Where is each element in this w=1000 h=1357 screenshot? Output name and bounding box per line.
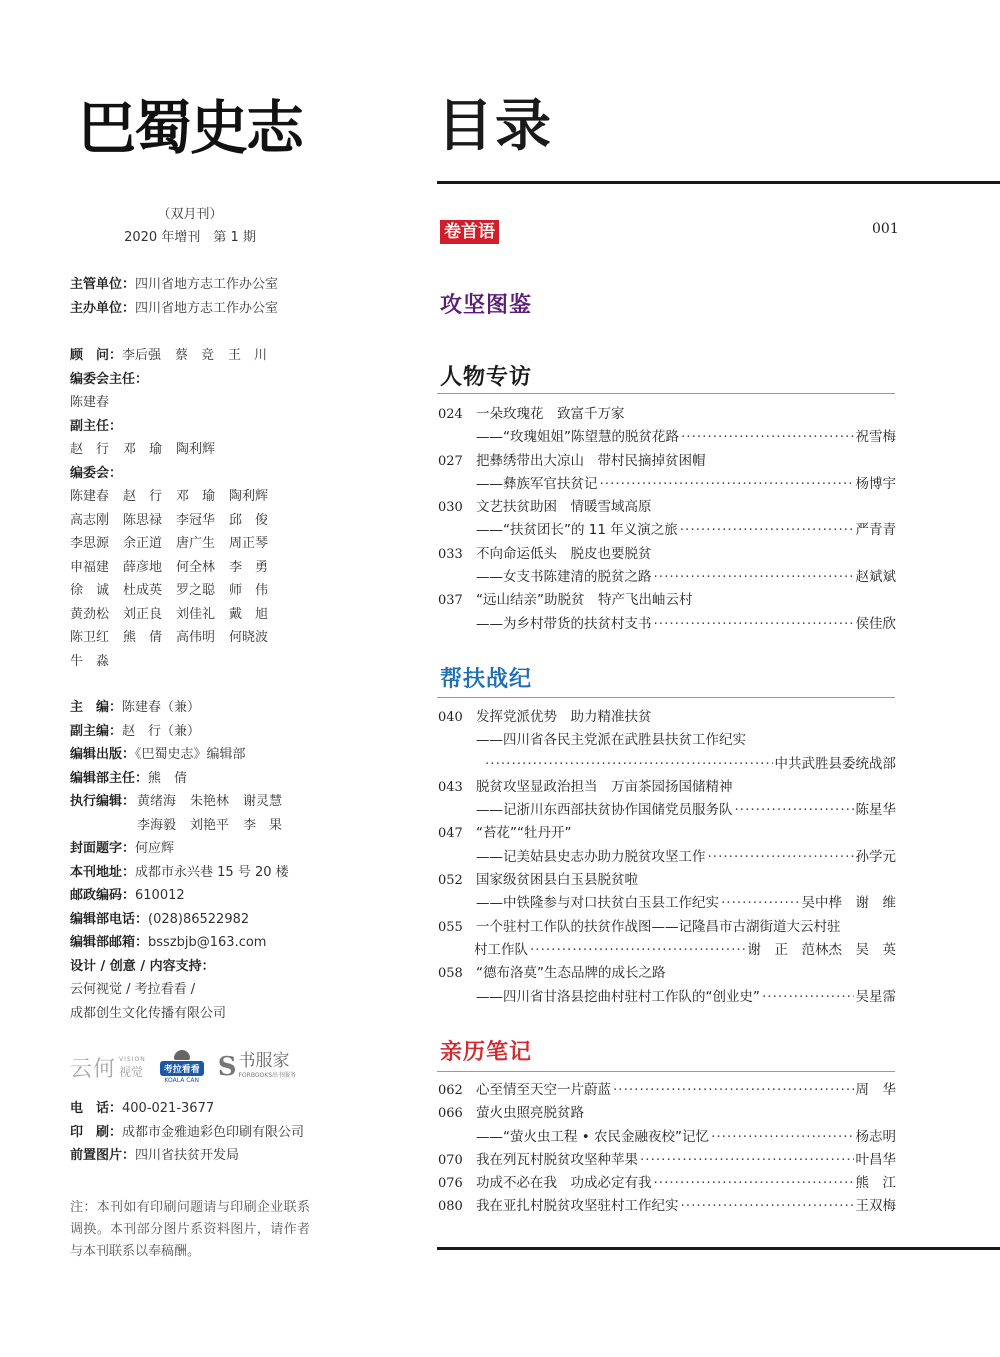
yunhe-logo-text: 云何 — [70, 1056, 117, 1082]
toc-entry-sub[interactable] — [438, 473, 896, 496]
entry-subtitle: ——“萤火虫工程 • 农民金融夜校”记忆 — [476, 1128, 710, 1145]
exec-editor-name: 黄绪海 — [137, 794, 177, 809]
chief-editor — [70, 696, 296, 720]
entry-title: “远山结亲”助脱贫 特产飞出岫云村 — [476, 592, 693, 609]
entry-title: 发挥党派优势 助力精准扶贫 — [476, 709, 652, 725]
committee-name: 申福建 — [70, 559, 110, 575]
org-sponsor-label: 主办单位： — [70, 300, 136, 316]
entry-title: 一朵玫瑰花 致富千万家 — [476, 406, 625, 422]
entry-page: 070 — [438, 1152, 463, 1168]
chair-name: 陈建春 — [70, 395, 110, 410]
entry-title: 国家级贫困县白玉县脱贫啦 — [476, 872, 638, 889]
committee-name: 何晓波 — [229, 630, 269, 645]
masthead-title: 巴蜀史志 — [78, 94, 303, 162]
cover-label: 封面题字： — [70, 841, 136, 856]
toc-entry-sub[interactable] — [438, 613, 896, 636]
front-photos-label: 前置图片： — [70, 1148, 136, 1163]
dept-email-label: 编辑部邮箱： — [70, 935, 149, 950]
forbooks-logo-en: FORBOOKS出书服务 — [238, 1072, 297, 1079]
entry-title: 萤火虫照亮脱贫路 — [476, 1105, 584, 1122]
chief-editor-value: 陈建春（兼） — [122, 700, 201, 715]
committee-row — [70, 509, 282, 533]
section-rule — [437, 1071, 895, 1072]
entry-title: 文艺扶贫助困 情暖雪域高原 — [476, 499, 652, 516]
entry-author: 侯佳欣 — [855, 615, 896, 632]
forbooks-logo-cn: 书服家 — [238, 1051, 290, 1071]
tel — [70, 1097, 304, 1121]
koala-icon — [174, 1050, 190, 1060]
entry-author: 中共武胜县委统战部 — [774, 755, 896, 772]
chief-editor-label: 主 编： — [70, 700, 123, 715]
entry-subtitle: ——为乡村带货的扶贫村支书 — [476, 615, 652, 632]
committee-row — [70, 556, 282, 580]
koala-logo-cn: 考拉看看 — [160, 1061, 204, 1076]
toc-entry-sub[interactable] — [438, 846, 896, 869]
advisor-name: 李后强 — [122, 348, 162, 363]
committee-row — [70, 603, 282, 627]
entry-author: 周 华 — [855, 1082, 896, 1098]
entry-subtitle: ——四川省甘洛县挖曲村驻村工作队的“创业史” — [476, 988, 760, 1005]
entry-title: 一个驻村工作队的扶贫作战图——记隆昌市古湖街道大云村驻 — [476, 918, 841, 935]
cover-calligraphy — [70, 837, 296, 861]
entry-title: 把彝绣带出大凉山 带村民摘掉贫困帽 — [476, 452, 706, 469]
toc-entry[interactable] — [438, 776, 896, 799]
exec-editor-name: 朱艳林 — [190, 794, 230, 809]
dept-email — [70, 931, 296, 955]
toc-entry-sub[interactable] — [438, 1126, 896, 1149]
toc-entry[interactable] — [438, 496, 896, 519]
staff-info — [70, 696, 296, 1025]
section-title[interactable]: 帮扶战纪 — [440, 666, 533, 692]
committee-name: 周正琴 — [229, 536, 269, 551]
dept-phone-value: (028)86522982 — [148, 911, 250, 927]
koala-can-logo — [160, 1050, 204, 1084]
committee-name: 薛彦地 — [123, 559, 163, 575]
preface-page: 001 — [872, 221, 899, 237]
entry-author: 赵斌斌 — [855, 569, 896, 586]
leader-dots — [681, 1195, 854, 1218]
committee-name: 黄劲松 — [70, 606, 110, 622]
deputy-editor-value: 赵 行（兼） — [122, 723, 201, 739]
committee-row — [70, 532, 282, 556]
advisor-name: 蔡 竞 — [175, 348, 215, 363]
vice-name: 陶利辉 — [176, 442, 216, 457]
leader-dots — [654, 566, 854, 589]
section-rule — [437, 393, 895, 394]
committee-name: 杜成英 — [123, 583, 163, 598]
postcode-value: 610012 — [135, 888, 185, 903]
advisor-name: 王 川 — [228, 348, 268, 363]
committee-name: 唐广生 — [176, 536, 216, 551]
section-title[interactable]: 亲历笔记 — [440, 1039, 533, 1065]
leader-dots — [485, 753, 773, 776]
entry-author: 谢 正 范林杰 吴 英 — [747, 941, 896, 958]
toc-entry[interactable] — [438, 869, 896, 892]
entry-page: 027 — [438, 453, 463, 469]
advisors-row — [70, 344, 282, 368]
editorial-board — [70, 344, 282, 673]
toc-entry-sub[interactable] — [438, 986, 896, 1009]
org-sponsor — [70, 297, 278, 321]
entry-page: 062 — [438, 1083, 463, 1098]
contact-info — [70, 1097, 304, 1168]
committee-name: 徐 诚 — [70, 583, 110, 598]
entry-subtitle: ——记浙川东西部扶贫协作国储党员服务队 — [476, 802, 733, 819]
entry-page: 033 — [438, 546, 463, 562]
entry-title: 心至情至天空一片蔚蓝 — [476, 1082, 611, 1098]
toc-entry[interactable] — [438, 1102, 896, 1125]
toc-entry[interactable] — [438, 706, 896, 729]
vice-label: 副主任： — [70, 418, 123, 434]
yunhe-vision-logo — [70, 1052, 146, 1083]
dept-phone — [70, 908, 296, 932]
entry-title: 我在列瓦村脱贫攻坚种苹果 — [476, 1151, 638, 1168]
section-title[interactable]: 人物专访 — [440, 364, 533, 390]
committee-name: 刘正良 — [123, 606, 163, 622]
toc-entry[interactable] — [438, 822, 896, 845]
committee-name: 邓 瑜 — [176, 489, 216, 504]
entry-page: 024 — [438, 407, 463, 422]
postcode — [70, 884, 296, 908]
committee-name: 陈建春 — [70, 489, 110, 504]
entry-subtitle: ——记美姑县史志办助力脱贫攻坚工作 — [476, 848, 706, 865]
section-entries — [438, 1079, 896, 1219]
org-sponsor-value: 四川省地方志工作办公室 — [135, 300, 279, 316]
exec-editors-row2 — [70, 814, 296, 838]
entry-author: 孙学元 — [855, 848, 896, 865]
cover-value: 何应辉 — [135, 841, 175, 856]
leader-dots — [762, 986, 854, 1009]
committee-name: 赵 行 — [123, 489, 163, 504]
publisher-label: 编辑出版： — [70, 747, 136, 762]
vice-name: 赵 行 — [70, 442, 110, 457]
forbooks-s-icon: S — [217, 1052, 237, 1082]
entry-page: 055 — [438, 919, 463, 935]
exec-editor-name: 谢灵慧 — [243, 794, 283, 809]
vices-row — [70, 438, 282, 462]
publisher — [70, 743, 296, 767]
leader-dots — [708, 846, 854, 869]
committee-name: 何全林 — [176, 559, 216, 575]
leader-dots — [530, 939, 746, 962]
exec-editor-name: 李 果 — [243, 817, 283, 833]
dept-phone-label: 编辑部电话： — [70, 911, 149, 927]
leader-dots — [680, 519, 854, 542]
printer — [70, 1121, 304, 1145]
yunhe-logo-cn: 视觉 — [119, 1065, 144, 1079]
section-entries — [438, 403, 896, 636]
design-value-2: 成都创生文化传播有限公司 — [70, 1005, 227, 1021]
entry-subtitle: ——“扶贫团长”的 11 年义演之旅 — [476, 522, 678, 539]
toc-entry[interactable] — [438, 543, 896, 566]
issue-info — [70, 203, 310, 249]
toc-entry-sub[interactable] — [438, 939, 896, 962]
committee-name: 戴 旭 — [229, 606, 269, 622]
vice-name: 邓 瑜 — [123, 442, 163, 457]
entry-author: 严青青 — [855, 522, 896, 539]
address-label: 本刊地址： — [70, 864, 136, 880]
entry-author: 祝雪梅 — [855, 429, 896, 446]
org-supervisor — [70, 273, 278, 297]
committee-row — [70, 626, 282, 650]
toc-entry-sub[interactable] — [438, 566, 896, 589]
entry-page: 076 — [438, 1176, 463, 1192]
toc-entry[interactable] — [438, 403, 896, 426]
entry-author: 吴星霈 — [855, 988, 896, 1005]
deputy-editor — [70, 720, 296, 744]
toc-entry[interactable] — [438, 962, 896, 985]
issue-frequency: （双月刊） — [157, 207, 223, 222]
front-photos — [70, 1144, 304, 1168]
section-rule — [437, 697, 895, 698]
toc-entry-sub[interactable] — [438, 799, 896, 822]
committee-name: 陶利辉 — [229, 489, 269, 504]
publisher-value: 《巴蜀史志》编辑部 — [135, 747, 246, 762]
committee-name: 余正道 — [123, 536, 163, 551]
entry-subtitle: ——“玫瑰姐姐”陈望慧的脱贫花路 — [476, 429, 679, 446]
leader-dots — [681, 426, 854, 449]
printer-value: 成都市金雅迪彩色印刷有限公司 — [122, 1124, 305, 1140]
footnote: 注：本刊如有印刷问题请与印刷企业联系调换。本刊部分图片系资料图片，请作者与本刊联系以奉稿酬。 — [70, 1200, 310, 1259]
chair-label: 编委会主任： — [70, 371, 149, 387]
entry-title: 我在亚扎村脱贫攻坚驻村工作纪实 — [476, 1198, 679, 1215]
toc-entry[interactable] — [438, 450, 896, 473]
toc-entry-sub[interactable] — [438, 753, 896, 776]
entry-page: 043 — [438, 779, 463, 795]
dept-email-value: bsszbjb@163.com — [148, 935, 267, 950]
section-entries — [438, 706, 896, 1009]
exec-editor-name: 刘艳平 — [190, 817, 230, 833]
committee-name: 陈卫红 — [70, 630, 110, 645]
entry-title: 不向命运低头 脱皮也要脱贫 — [476, 545, 652, 562]
toc-entry[interactable] — [438, 1149, 896, 1172]
entry-author: 吴中桦 谢 维 — [801, 895, 896, 912]
committee-name: 李 勇 — [229, 559, 269, 575]
yunhe-logo-en: VISION — [119, 1056, 146, 1063]
partner-logos — [70, 1050, 310, 1084]
entry-author: 杨志明 — [855, 1128, 896, 1145]
toc-entry[interactable] — [438, 916, 896, 939]
toc-heading: 目录 — [437, 94, 553, 159]
committee-name: 熊 倩 — [123, 630, 163, 645]
entry-title: “苔花”“牡丹开” — [476, 825, 572, 842]
toc-entry-sub[interactable] — [438, 426, 896, 449]
entry-subtitle: ——女支书陈建清的脱贫之路 — [476, 569, 652, 586]
org-info — [70, 273, 278, 320]
committee-row — [70, 650, 282, 674]
toc-entry[interactable] — [438, 589, 896, 612]
postcode-label: 邮政编码： — [70, 888, 136, 903]
entry-title: 功成不必在我 功成必定有我 — [476, 1175, 652, 1192]
deputy-editor-label: 副主编： — [70, 723, 123, 739]
leader-dots — [735, 799, 854, 822]
entry-subtitle: ——彝族军官扶贫记 — [476, 475, 598, 492]
tel-label: 电 话： — [70, 1101, 123, 1116]
toc-entry-sub[interactable] — [438, 519, 896, 542]
toc-entry[interactable] — [438, 1195, 896, 1218]
entry-author: 陈星华 — [855, 802, 896, 819]
bottom-rule — [437, 1247, 1000, 1250]
org-supervisor-value: 四川省地方志工作办公室 — [135, 277, 279, 292]
toc-entry-sub[interactable] — [438, 892, 896, 915]
entry-subtitle: ——中铁隆参与对口扶贫白玉县工作纪实 — [476, 895, 719, 912]
leader-dots — [654, 1172, 854, 1195]
entry-page: 047 — [438, 826, 463, 842]
section-title[interactable]: 攻坚图鉴 — [440, 292, 533, 318]
entry-subtitle: ——四川省各民主党派在武胜县扶贫工作纪实 — [476, 732, 746, 749]
design-label: 设计 / 创意 / 内容支持： — [70, 958, 215, 974]
exec-editor-name: 李海毅 — [137, 817, 177, 833]
org-supervisor-label: 主管单位： — [70, 277, 136, 292]
design-value-1: 云何视觉 / 考拉看看 / — [70, 982, 196, 997]
entry-title: 脱贫攻坚显政治担当 万亩茶园扬国储精神 — [476, 778, 733, 795]
entry-author: 杨博宇 — [855, 475, 896, 492]
address-value: 成都市永兴巷 15 号 20 楼 — [135, 864, 289, 880]
masthead-logo — [78, 88, 308, 168]
entry-page: 040 — [438, 710, 463, 725]
entry-author: 熊 江 — [855, 1175, 896, 1192]
toc-entry[interactable] — [438, 1079, 896, 1102]
koala-logo-en: KOALA CAN — [164, 1077, 199, 1084]
committee-label: 编委会： — [70, 465, 123, 481]
forbooks-logo — [218, 1052, 296, 1082]
advisors-label: 顾 问： — [70, 348, 123, 363]
committee-name: 罗之聪 — [176, 583, 216, 598]
exec-editors-label: 执行编辑： — [70, 794, 136, 809]
committee-name: 高志刚 — [70, 512, 110, 528]
committee-name: 陈思禄 — [123, 512, 163, 528]
committee-name: 师 伟 — [229, 583, 269, 598]
leader-dots — [613, 1079, 854, 1102]
entry-page: 030 — [438, 500, 463, 516]
preface-badge[interactable]: 卷首语 — [440, 220, 499, 244]
entry-page: 066 — [438, 1106, 463, 1122]
exec-editors — [70, 790, 296, 814]
dept-director-value: 熊 倩 — [148, 770, 188, 786]
printer-label: 印 刷： — [70, 1124, 123, 1140]
entry-title: “德布洛莫”生态品牌的成长之路 — [476, 965, 666, 982]
entry-author: 王双梅 — [855, 1198, 896, 1215]
committee-name: 刘佳礼 — [176, 606, 216, 622]
leader-dots — [721, 892, 800, 915]
front-photos-value: 四川省扶贫开发局 — [135, 1148, 240, 1163]
tel-value: 400-021-3677 — [122, 1101, 215, 1116]
committee-row — [70, 579, 282, 603]
committee-name: 李思源 — [70, 536, 110, 551]
entry-page: 052 — [438, 873, 463, 889]
leader-dots — [654, 613, 854, 636]
dept-director — [70, 767, 296, 791]
leader-dots — [640, 1149, 854, 1172]
leader-dots — [600, 473, 854, 496]
toc-entry[interactable] — [438, 1172, 896, 1195]
committee-row — [70, 485, 282, 509]
entry-subtitle: 村工作队 — [474, 941, 528, 958]
dept-director-label: 编辑部主任： — [70, 770, 149, 786]
leader-dots — [711, 1126, 853, 1149]
committee-name: 高伟明 — [176, 630, 216, 645]
entry-author: 叶昌华 — [855, 1151, 896, 1168]
toc-entry-sub[interactable] — [438, 729, 896, 752]
entry-page: 058 — [438, 966, 463, 982]
issue-edition: 2020 年增刊 第 1 期 — [124, 230, 256, 245]
entry-page: 080 — [438, 1199, 463, 1215]
committee-name: 邱 俊 — [229, 512, 269, 528]
top-rule — [437, 181, 1000, 184]
address — [70, 861, 296, 885]
committee-name: 李冠华 — [176, 512, 216, 528]
committee-name: 牛 淼 — [70, 653, 110, 669]
entry-page: 037 — [438, 593, 463, 609]
